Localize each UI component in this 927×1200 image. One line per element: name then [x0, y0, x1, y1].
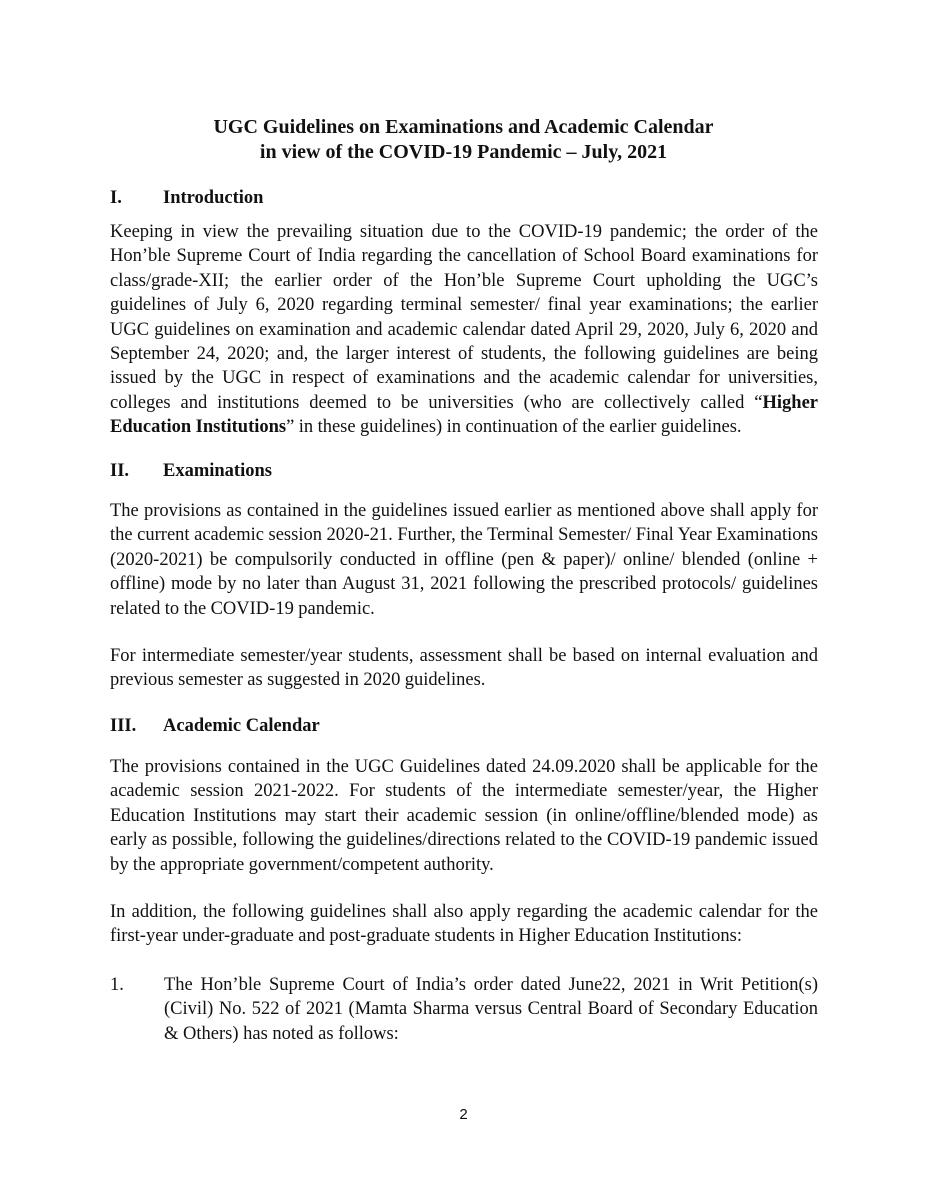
- section-title: Examinations: [163, 461, 272, 481]
- introduction-paragraph: [110, 220, 818, 440]
- academic-calendar-paragraph-2: In addition, the following guidelines shall also apply regarding the academic calendar for the first-year under-graduate and post-graduate students in Higher Education Institutions:: [110, 902, 818, 947]
- section-number: III.: [110, 716, 137, 736]
- list-item-number: 1.: [110, 975, 124, 995]
- page-number: 2: [459, 1106, 468, 1123]
- section-title: Introduction: [163, 188, 264, 208]
- title-line-2: in view of the COVID-19 Pandemic – July, 2021: [259, 141, 668, 163]
- section-heading-examinations: [110, 459, 272, 483]
- title-line-1: UGC Guidelines on Examinations and Academic Calendar: [213, 116, 714, 138]
- list-item-text: The Hon’ble Supreme Court of India’s order dated June22, 2021 in Writ Petition(s) (Civil) No. 522 of 2021 (Mamta Sharma versus Central Board of Secondary Education & Others) has noted as follows:: [164, 975, 818, 1044]
- examinations-paragraph-2: For intermediate semester/year students, assessment shall be based on internal evaluation and previous semester as suggested in 2020 guidelines.: [110, 646, 818, 691]
- section-title: Academic Calendar: [163, 716, 320, 736]
- section-number: II.: [110, 461, 130, 481]
- examinations-paragraph-1: The provisions as contained in the guidelines issued earlier as mentioned above shall apply for the current academic session 2020-21. Further, the Terminal Semester/ Final Year Examinations (2020-2021) be compulsorily conducted in offline (pen & paper)/ online/ blended (online + offline) mode by no later than August 31, 2021 following the prescribed protocols/ guidelines related to the COVID-19 pandemic.: [110, 501, 818, 619]
- bold-term: Higher Education Institutions: [110, 392, 818, 438]
- academic-calendar-paragraph-1: The provisions contained in the UGC Guidelines dated 24.09.2020 shall be applicable for the academic session 2021-2022. For students of the intermediate semester/year, the Higher Education Institutions may start their academic session (in online/offline/blended mode) as early as possible, following the guidelines/directions related to the COVID-19 pandemic issued by the appropriate government/competent authority.: [110, 757, 818, 875]
- section-number: I.: [110, 188, 122, 208]
- paragraph-text: ” in these guidelines) in continuation of the earlier guidelines.: [286, 417, 742, 438]
- paragraph-text: Keeping in view the prevailing situation due to the COVID-19 pandemic; the order of the Hon’ble Supreme Court of India regarding the cancellation of School Board examinations for class/grade-XII; the earlier order of the Hon’ble Supreme Court upholding the UGC’s guidelines of July 6, 2020 regarding terminal semester/ final year examinations; the earlier UGC guidelines on examination and academic calendar dated April 29, 2020, July 6, 2020 and September 24, 2020; and, the larger interest of students, the following guidelines are being issued by the UGC in respect of examinations and the academic calendar for universities, colleges and institutions deemed to be universities (who are collectively called “: [110, 222, 818, 413]
- section-heading-introduction: [110, 186, 263, 210]
- section-heading-academic-calendar: [110, 714, 320, 738]
- document-title: [0, 115, 927, 165]
